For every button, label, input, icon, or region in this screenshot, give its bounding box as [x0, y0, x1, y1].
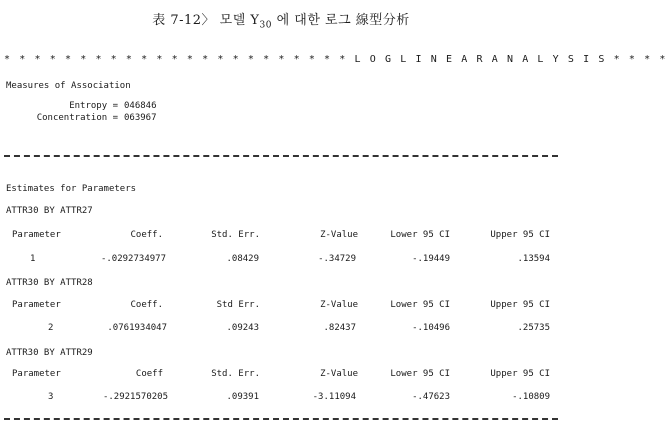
- col-header-z-value: Z-Value: [320, 230, 358, 240]
- upper-ci-value: .13594: [517, 254, 550, 264]
- std-err-value: .09391: [226, 392, 259, 402]
- z-value: -3.11094: [312, 392, 356, 402]
- concentration-label: Concentration =: [36, 113, 118, 123]
- z-value: .82437: [323, 323, 356, 333]
- upper-ci-value: .25735: [517, 323, 550, 333]
- upper-ci-value: -.10809: [512, 392, 550, 402]
- lower-ci-value: -.47623: [412, 392, 450, 402]
- std-err-value: .08429: [226, 254, 259, 264]
- section-title: ATTR30 BY ATTR29: [6, 348, 93, 358]
- concentration-value: 063967: [124, 113, 157, 123]
- lower-ci-value: -.19449: [412, 254, 450, 264]
- col-header-parameter: Parameter: [12, 369, 61, 379]
- col-header-coeff: Coeff: [135, 369, 163, 379]
- col-header-coeff: Coeff.: [130, 230, 163, 240]
- col-header-std-err: Std Err.: [216, 300, 260, 310]
- col-header-upper-ci: Upper 95 CI: [490, 230, 550, 240]
- z-value: -.34729: [318, 254, 356, 264]
- lower-ci-value: -.10496: [412, 323, 450, 333]
- section-title: ATTR30 BY ATTR28: [6, 278, 93, 288]
- section-title: ATTR30 BY ATTR27: [6, 206, 93, 216]
- col-header-lower-ci: Lower 95 CI: [390, 230, 450, 240]
- col-header-parameter: Parameter: [12, 230, 61, 240]
- col-header-upper-ci: Upper 95 CI: [490, 369, 550, 379]
- param-value: 1: [30, 254, 36, 264]
- param-value: 3: [48, 392, 54, 402]
- col-header-coeff: Coeff.: [130, 300, 163, 310]
- col-header-lower-ci: Lower 95 CI: [390, 300, 450, 310]
- coeff-value: -.2921570205: [102, 392, 168, 402]
- estimates-heading: Estimates for Parameters: [6, 184, 137, 194]
- table-caption: [0, 9, 562, 31]
- log-linear-banner: * * * * * * * * * * * * * * * * * * * * * * * L O G L I N E A R A N A L Y S I S * * * *: [4, 54, 667, 65]
- param-value: 2: [48, 323, 54, 333]
- dashed-divider-top: [4, 155, 558, 157]
- col-header-z-value: Z-Value: [320, 369, 358, 379]
- col-header-upper-ci: Upper 95 CI: [490, 300, 550, 310]
- std-err-value: .09243: [226, 323, 259, 333]
- coeff-value: .0761934047: [107, 323, 167, 333]
- caption-prefix: 表 7-12〉 모델 Y: [152, 13, 260, 28]
- col-header-parameter: Parameter: [12, 300, 61, 310]
- entropy-label: Entropy =: [69, 101, 118, 111]
- caption-subscript: 30: [259, 20, 272, 31]
- col-header-z-value: Z-Value: [320, 300, 358, 310]
- col-header-std-err: Std. Err.: [211, 230, 260, 240]
- dashed-divider-bottom: [4, 418, 558, 420]
- col-header-std-err: Std. Err.: [211, 369, 260, 379]
- coeff-value: -.0292734977: [100, 254, 166, 264]
- association-heading: Measures of Association: [6, 81, 131, 91]
- col-header-lower-ci: Lower 95 CI: [390, 369, 450, 379]
- caption-suffix: 에 대한 로그 線型分析: [271, 13, 410, 28]
- entropy-value: 046846: [124, 101, 157, 111]
